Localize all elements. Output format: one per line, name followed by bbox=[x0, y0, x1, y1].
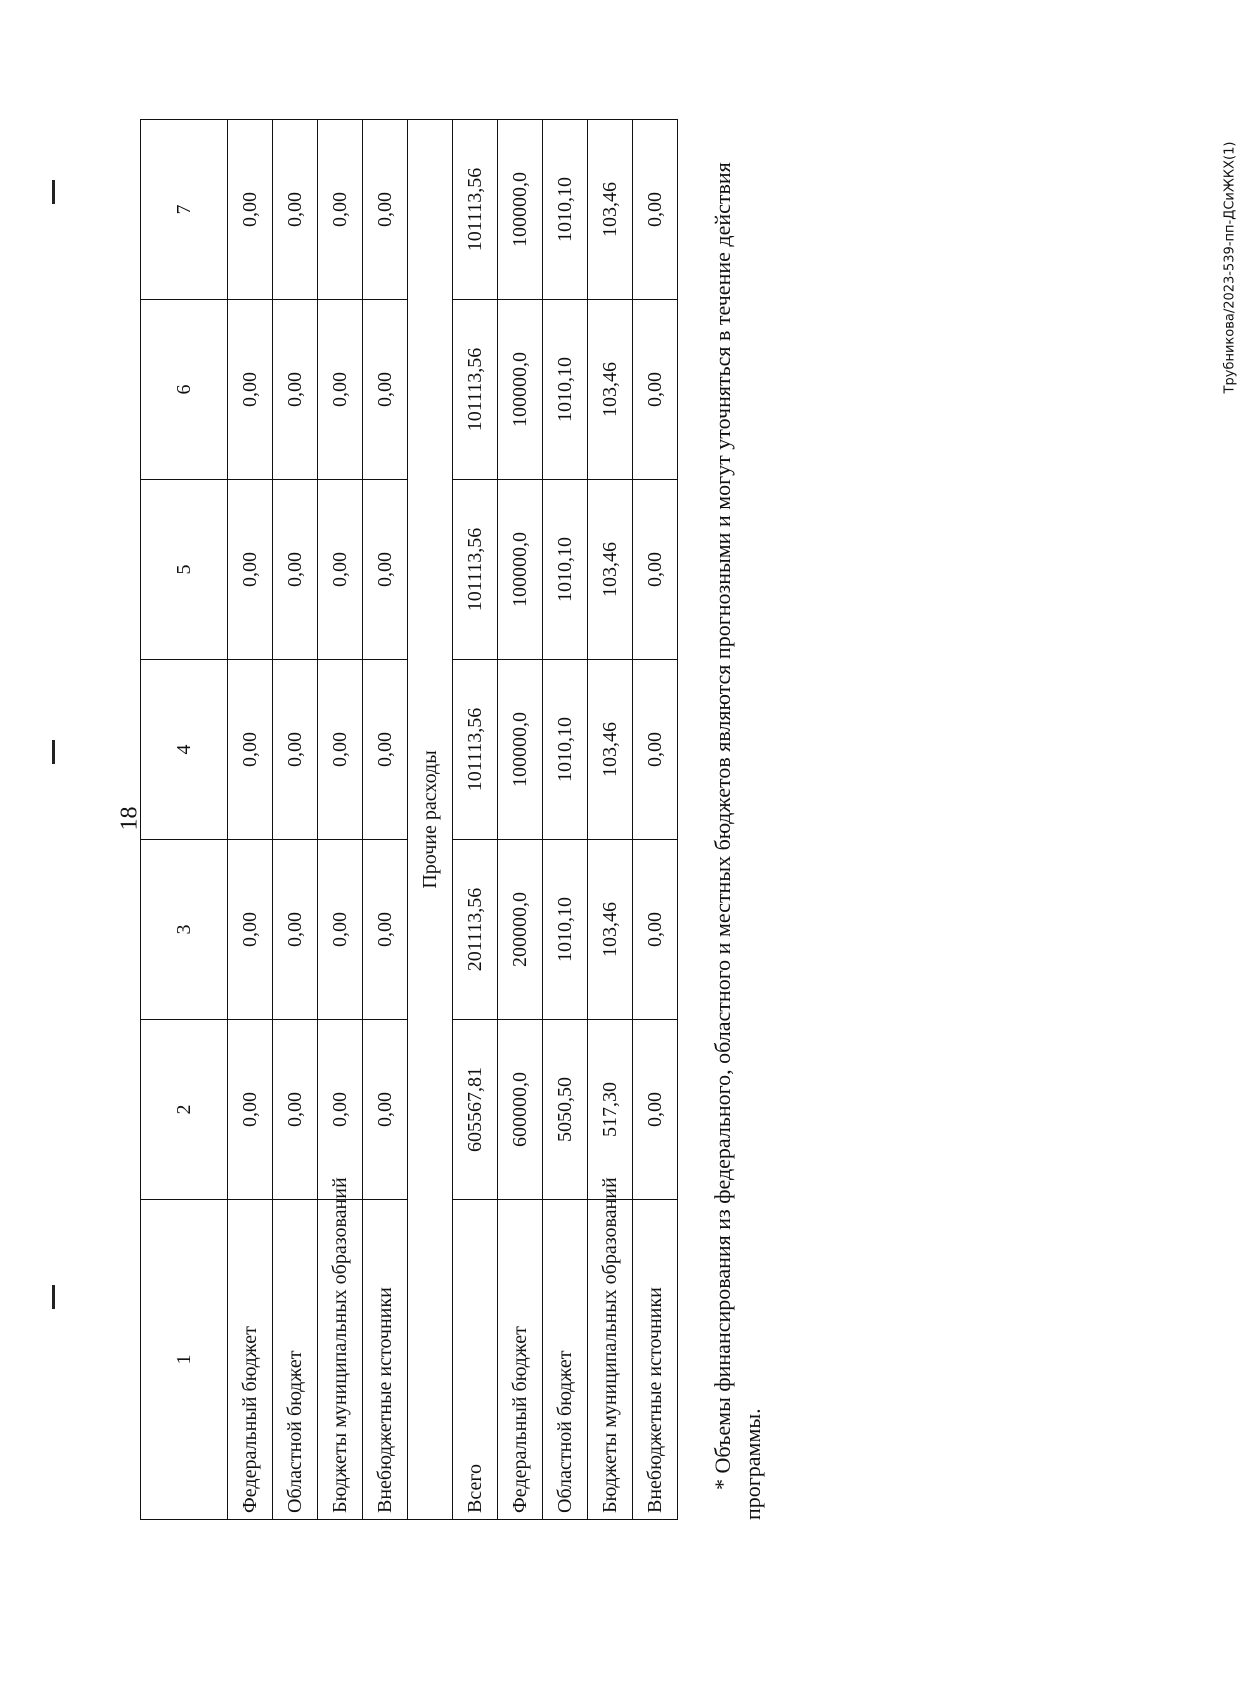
value-cell: 101113,56 bbox=[453, 300, 498, 480]
row-label-cell: Всего bbox=[453, 1200, 498, 1520]
value-cell: 0,00 bbox=[273, 1020, 318, 1200]
value-cell: 0,00 bbox=[633, 300, 678, 480]
value-cell: 0,00 bbox=[228, 120, 273, 300]
table-row bbox=[273, 120, 318, 1520]
row-label-cell: Внебюджетные источники bbox=[633, 1200, 678, 1520]
value-cell: 0,00 bbox=[363, 840, 408, 1020]
value-cell: 0,00 bbox=[633, 1020, 678, 1200]
value-cell: 0,00 bbox=[228, 660, 273, 840]
column-number-cell: 4 bbox=[141, 660, 228, 840]
row-label-cell: Федеральный бюджет bbox=[498, 1200, 543, 1520]
value-cell: 0,00 bbox=[318, 480, 363, 660]
value-cell: 1010,10 bbox=[543, 840, 588, 1020]
value-cell: 0,00 bbox=[273, 120, 318, 300]
column-number-cell: 2 bbox=[141, 1020, 228, 1200]
value-cell: 600000,0 bbox=[498, 1020, 543, 1200]
column-number-cell: 6 bbox=[141, 300, 228, 480]
row-label-cell: Областной бюджет bbox=[543, 1200, 588, 1520]
value-cell: 0,00 bbox=[363, 120, 408, 300]
value-cell: 0,00 bbox=[633, 840, 678, 1020]
value-cell: 103,46 bbox=[588, 480, 633, 660]
value-cell: 200000,0 bbox=[498, 840, 543, 1020]
value-cell: 101113,56 bbox=[453, 120, 498, 300]
value-cell: 517,30 bbox=[588, 1020, 633, 1200]
value-cell: 0,00 bbox=[228, 1020, 273, 1200]
table-row bbox=[498, 120, 543, 1520]
row-label-cell: Внебюджетные источники bbox=[363, 1200, 408, 1520]
page-number: 18 bbox=[116, 806, 143, 831]
value-cell: 0,00 bbox=[633, 660, 678, 840]
value-cell: 1010,10 bbox=[543, 120, 588, 300]
table-row bbox=[453, 120, 498, 1520]
value-cell: 0,00 bbox=[363, 480, 408, 660]
value-cell: 1010,10 bbox=[543, 300, 588, 480]
column-number-cell: 7 bbox=[141, 120, 228, 300]
value-cell: 0,00 bbox=[228, 840, 273, 1020]
value-cell: 100000,0 bbox=[498, 120, 543, 300]
section-title: Прочие расходы bbox=[408, 120, 453, 1520]
table-row bbox=[318, 120, 363, 1520]
column-number-cell: 5 bbox=[141, 480, 228, 660]
row-label-cell: Федеральный бюджет bbox=[228, 1200, 273, 1520]
value-cell: 0,00 bbox=[273, 300, 318, 480]
margin-mark bbox=[52, 180, 55, 204]
rotated-table-block bbox=[140, 120, 767, 1520]
value-cell: 103,46 bbox=[588, 840, 633, 1020]
value-cell: 0,00 bbox=[318, 1020, 363, 1200]
table-header-row bbox=[141, 120, 228, 1520]
table-row bbox=[228, 120, 273, 1520]
margin-mark bbox=[52, 740, 55, 764]
column-number-cell: 3 bbox=[141, 840, 228, 1020]
document-code: Трубникова/2023-539-пп-ДСиЖКХ(1) bbox=[1222, 141, 1238, 394]
value-cell: 0,00 bbox=[363, 300, 408, 480]
value-cell: 0,00 bbox=[318, 660, 363, 840]
value-cell: 201113,56 bbox=[453, 840, 498, 1020]
value-cell: 0,00 bbox=[318, 300, 363, 480]
value-cell: 103,46 bbox=[588, 120, 633, 300]
value-cell: 0,00 bbox=[273, 840, 318, 1020]
value-cell: 101113,56 bbox=[453, 660, 498, 840]
row-label-cell: Бюджеты муниципальных образований bbox=[588, 1200, 633, 1520]
funding-table bbox=[140, 119, 678, 1520]
value-cell: 0,00 bbox=[318, 840, 363, 1020]
value-cell: 103,46 bbox=[588, 660, 633, 840]
value-cell: 0,00 bbox=[273, 660, 318, 840]
footnote: * Объемы финансирования из федерального, областного и местных бюджетов являются прогнозными и могут уточняться в течение действия программы. bbox=[710, 162, 765, 1520]
value-cell: 0,00 bbox=[228, 300, 273, 480]
table-row bbox=[543, 120, 588, 1520]
value-cell: 103,46 bbox=[588, 300, 633, 480]
row-label-cell: Областной бюджет bbox=[273, 1200, 318, 1520]
value-cell: 0,00 bbox=[228, 480, 273, 660]
value-cell: 100000,0 bbox=[498, 660, 543, 840]
value-cell: 100000,0 bbox=[498, 300, 543, 480]
column-number-cell: 1 bbox=[141, 1200, 228, 1520]
value-cell: 5050,50 bbox=[543, 1020, 588, 1200]
table-row bbox=[363, 120, 408, 1520]
table-row bbox=[588, 120, 633, 1520]
value-cell: 0,00 bbox=[273, 480, 318, 660]
value-cell: 605567,81 bbox=[453, 1020, 498, 1200]
value-cell: 0,00 bbox=[318, 120, 363, 300]
section-row bbox=[408, 120, 453, 1520]
value-cell: 0,00 bbox=[633, 480, 678, 660]
value-cell: 0,00 bbox=[633, 120, 678, 300]
table-row bbox=[633, 120, 678, 1520]
value-cell: 0,00 bbox=[363, 1020, 408, 1200]
margin-mark bbox=[52, 1285, 55, 1309]
value-cell: 101113,56 bbox=[453, 480, 498, 660]
value-cell: 1010,10 bbox=[543, 660, 588, 840]
value-cell: 1010,10 bbox=[543, 480, 588, 660]
value-cell: 0,00 bbox=[363, 660, 408, 840]
value-cell: 100000,0 bbox=[498, 480, 543, 660]
row-label-cell: Бюджеты муниципальных образований bbox=[318, 1200, 363, 1520]
